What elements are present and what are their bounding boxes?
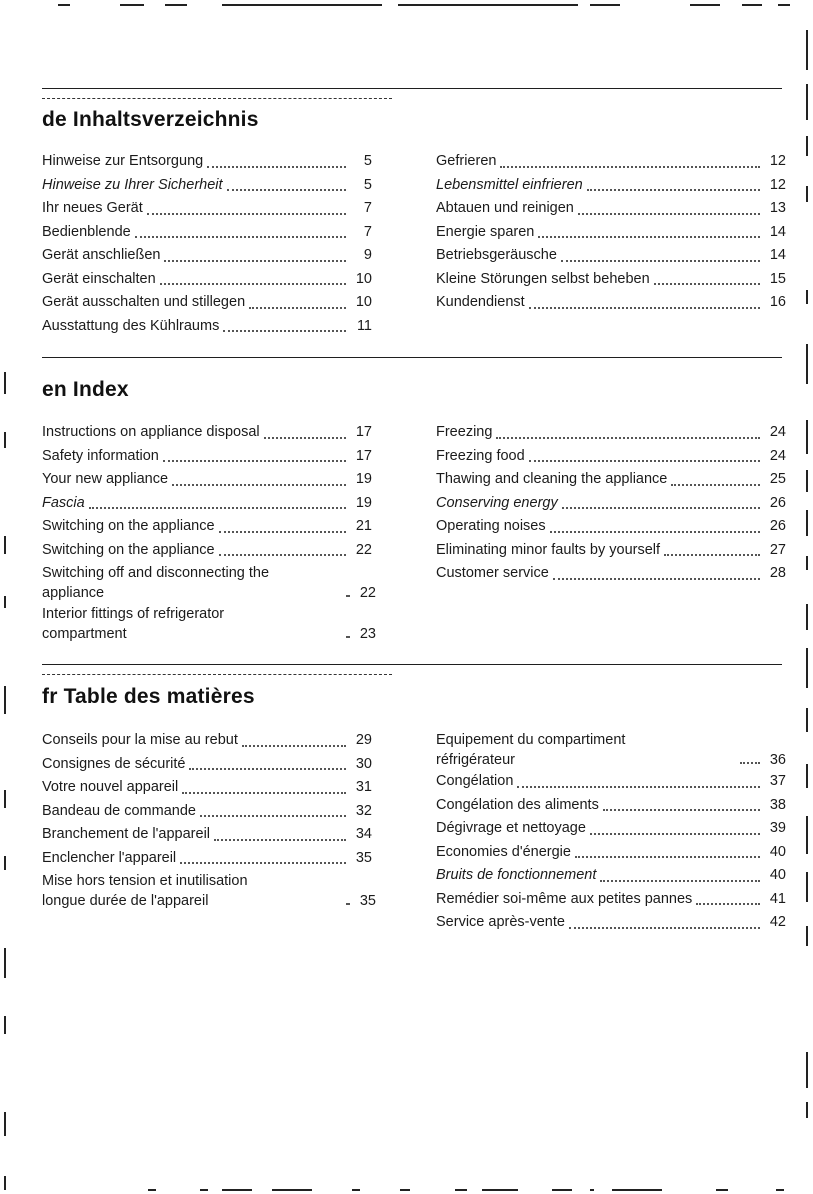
- language-code: de: [42, 108, 67, 131]
- toc-entry-title-line2: compartment: [42, 626, 127, 642]
- toc-entry: [436, 864, 786, 888]
- toc-entry-title: Abtauen und reinigen: [436, 200, 574, 216]
- toc-page-number: 34: [355, 826, 372, 842]
- toc-page-number: 25: [769, 471, 786, 487]
- toc-entry-title: Congélation: [436, 773, 514, 789]
- toc-page-number: 24: [769, 447, 786, 464]
- toc-entry-title: Thawing and cleaning the appliance: [436, 471, 668, 487]
- toc-page-number: 19: [355, 494, 372, 511]
- toc-entry: [436, 911, 786, 935]
- toc-leader-dots: [496, 437, 760, 439]
- toc-entry-title: Bedienblende: [42, 223, 131, 240]
- toc-leader-dots: [135, 236, 346, 238]
- toc-page-number: 10: [355, 294, 372, 310]
- toc-entry: [436, 492, 786, 516]
- toc-entry: [42, 729, 372, 753]
- toc-leader-dots: [569, 927, 760, 929]
- toc-leader-dots: [200, 815, 346, 817]
- toc-page-number: 40: [769, 843, 786, 860]
- toc-leader-dots: [249, 307, 346, 309]
- toc-entry-title-line2: réfrigérateur: [436, 752, 515, 768]
- toc-leader-dots: [346, 903, 350, 905]
- toc-entry: [42, 753, 372, 777]
- toc-entry-title: Gerät anschließen: [42, 247, 161, 263]
- toc-entry: [42, 847, 372, 871]
- toc-page-number: 7: [363, 200, 372, 216]
- toc-page-number: 11: [356, 317, 372, 334]
- toc-page-number: 7: [363, 223, 372, 240]
- toc-page-number: 15: [769, 270, 786, 287]
- toc-entry-title: Conserving energy: [436, 494, 558, 511]
- toc-entry: [42, 776, 372, 800]
- toc-page-number: 28: [769, 565, 786, 581]
- section-rule-de: [42, 88, 782, 89]
- toc-entry-title: Kundendienst: [436, 294, 525, 310]
- toc-entry-title: Dégivrage et nettoyage: [436, 820, 586, 836]
- toc-entry-title: Consignes de sécurité: [42, 755, 186, 772]
- toc-entry-title: Instructions on appliance disposal: [42, 424, 260, 440]
- toc-leader-dots: [182, 792, 346, 794]
- toc-entry: [436, 221, 786, 245]
- toc-entry: [42, 823, 372, 847]
- toc-leader-dots: [207, 166, 346, 168]
- toc-entry-title: Bandeau de commande: [42, 802, 196, 819]
- toc-leader-dots: [164, 260, 346, 262]
- toc-column-en-left: [42, 421, 376, 644]
- toc-entry: [436, 794, 786, 818]
- toc-page-number: 35: [355, 849, 372, 866]
- toc-leader-dots: [346, 595, 350, 597]
- toc-entry: [42, 150, 372, 174]
- toc-page-number: 37: [769, 773, 786, 789]
- toc-leader-dots: [538, 236, 760, 238]
- toc-entry-title-line1: Equipement du compartiment: [436, 732, 626, 748]
- toc-leader-dots: [587, 189, 760, 191]
- toc-entry-title: Ihr neues Gerät: [42, 200, 143, 216]
- section-heading-fr: [42, 685, 255, 709]
- toc-page-number: 17: [355, 424, 372, 440]
- toc-leader-dots: [89, 507, 346, 509]
- toc-entry-title-line1: Interior fittings of refrigerator: [42, 606, 225, 622]
- toc-entry: [436, 445, 786, 469]
- toc-leader-dots: [346, 636, 350, 638]
- toc-page-number: 31: [355, 779, 372, 795]
- toc-leader-dots: [529, 460, 760, 462]
- toc-leader-dots: [562, 507, 760, 509]
- toc-page-number: 5: [363, 176, 372, 193]
- toc-entry-title: Freezing food: [436, 447, 525, 464]
- toc-leader-dots: [227, 189, 346, 191]
- language-code: en: [42, 378, 67, 401]
- toc-leader-dots: [172, 484, 346, 486]
- toc-leader-dots: [223, 330, 346, 332]
- toc-entry-title-line1: Switching off and disconnecting the: [42, 565, 270, 581]
- toc-entry-title: Switching on the appliance: [42, 541, 215, 558]
- section-heading-text: Table des matières: [63, 685, 255, 708]
- toc-entry: [436, 174, 786, 198]
- section-heading-de: [42, 108, 259, 132]
- toc-page-number: 22: [359, 585, 376, 601]
- toc-entry-title-line2: longue durée de l'appareil: [42, 893, 209, 909]
- toc-entry: [436, 729, 786, 770]
- toc-page-number: 27: [769, 541, 786, 558]
- toc-page-number: 22: [355, 541, 372, 558]
- toc-page-number: 36: [769, 752, 786, 768]
- toc-page-number: 9: [363, 247, 372, 263]
- toc-entry: [42, 197, 372, 221]
- toc-entry-title: Gerät ausschalten und stillegen: [42, 294, 246, 310]
- toc-entry: [436, 770, 786, 794]
- toc-leader-dots: [671, 484, 760, 486]
- toc-leader-dots: [219, 531, 346, 533]
- toc-entry-title: [42, 871, 342, 911]
- toc-page-number: 41: [769, 890, 786, 907]
- toc-column-de-right: [436, 150, 786, 315]
- toc-page-number: 14: [769, 247, 786, 263]
- toc-page-number: 30: [355, 755, 372, 772]
- toc-page-number: 26: [769, 494, 786, 511]
- toc-entry-title: Economies d'énergie: [436, 843, 571, 860]
- section-heading-text: Inhaltsverzeichnis: [72, 108, 259, 131]
- toc-leader-dots: [214, 839, 346, 841]
- toc-entry: [436, 539, 786, 563]
- toc-entry: [42, 870, 376, 911]
- toc-entry-title: Freezing: [436, 424, 493, 440]
- toc-leader-dots: [654, 283, 760, 285]
- toc-entry-title: Service après-vente: [436, 914, 565, 930]
- toc-leader-dots: [590, 833, 760, 835]
- toc-leader-dots: [219, 554, 346, 556]
- toc-page-number: 35: [359, 893, 376, 909]
- toc-page-number: 16: [769, 294, 786, 310]
- toc-entry-title: [42, 563, 342, 603]
- toc-leader-dots: [180, 862, 346, 864]
- toc-entry: [42, 539, 372, 563]
- toc-entry-title-line1: Mise hors tension et inutilisation: [42, 873, 248, 889]
- toc-entry: [436, 562, 786, 586]
- toc-entry: [436, 841, 786, 865]
- toc-leader-dots: [264, 437, 346, 439]
- toc-entry-title: Ausstattung des Kühlraums: [42, 317, 220, 334]
- toc-column-fr-left: [42, 729, 376, 911]
- toc-entry: [42, 515, 372, 539]
- toc-entry-title: Operating noises: [436, 518, 546, 534]
- toc-entry-title: Energie sparen: [436, 223, 535, 240]
- toc-page-number: 21: [355, 518, 372, 534]
- toc-page-number: 13: [769, 200, 786, 216]
- toc-page-number: 17: [355, 447, 372, 464]
- toc-entry: [42, 268, 372, 292]
- toc-entry-title: Eliminating minor faults by yourself: [436, 541, 661, 558]
- toc-entry-title: [42, 604, 342, 644]
- scan-edge-top: [0, 4, 813, 6]
- toc-leader-dots: [163, 460, 346, 462]
- toc-page-number: 24: [769, 424, 786, 440]
- toc-entry: [42, 468, 372, 492]
- toc-page-number: 40: [769, 867, 786, 883]
- toc-leader-dots: [147, 213, 346, 215]
- toc-entry: [42, 562, 376, 603]
- toc-page-number: 29: [355, 732, 372, 748]
- toc-entry: [436, 150, 786, 174]
- toc-entry: [436, 817, 786, 841]
- toc-page-number: 12: [769, 153, 786, 169]
- toc-entry-title: Safety information: [42, 447, 159, 464]
- toc-entry: [42, 603, 376, 644]
- toc-entry-title: Fascia: [42, 494, 85, 511]
- toc-page-number: 42: [769, 914, 786, 930]
- toc-entry-title: Hinweise zu Ihrer Sicherheit: [42, 176, 223, 193]
- scan-edge-left: [4, 0, 6, 1194]
- toc-column-fr-right: [436, 729, 786, 935]
- toc-entry: [436, 421, 786, 445]
- toc-leader-dots: [696, 903, 760, 905]
- toc-entry: [42, 800, 372, 824]
- toc-page-number: 26: [769, 518, 786, 534]
- toc-leader-dots: [664, 554, 760, 556]
- scan-edge-bottom: [0, 1189, 813, 1191]
- toc-leader-dots: [740, 762, 760, 764]
- toc-entry-title: Bruits de fonctionnement: [436, 867, 597, 883]
- toc-leader-dots: [189, 768, 346, 770]
- toc-leader-dots: [603, 809, 760, 811]
- toc-entry-title: Votre nouvel appareil: [42, 779, 179, 795]
- toc-entry-title: Switching on the appliance: [42, 518, 215, 534]
- toc-leader-dots: [517, 786, 760, 788]
- toc-leader-dots: [600, 880, 760, 882]
- toc-entry-title: Branchement de l'appareil: [42, 826, 211, 842]
- toc-entry-title: [436, 730, 736, 770]
- toc-leader-dots: [242, 745, 346, 747]
- toc-page-number: 12: [769, 176, 786, 193]
- toc-page-number: 14: [769, 223, 786, 240]
- toc-entry-title: Your new appliance: [42, 471, 169, 487]
- section-heading-en: [42, 378, 129, 402]
- toc-entry-title: Gerät einschalten: [42, 270, 156, 287]
- toc-entry: [436, 244, 786, 268]
- toc-entry: [436, 268, 786, 292]
- toc-page-number: 10: [355, 270, 372, 287]
- toc-page-number: 39: [769, 820, 786, 836]
- toc-page-number: 23: [359, 626, 376, 642]
- toc-entry: [436, 515, 786, 539]
- language-code: fr: [42, 685, 58, 708]
- section-heading-text: Index: [72, 378, 129, 401]
- toc-entry: [42, 221, 372, 245]
- toc-entry-title: Hinweise zur Entsorgung: [42, 153, 204, 169]
- toc-leader-dots: [578, 213, 760, 215]
- toc-entry-title: Enclencher l'appareil: [42, 849, 177, 866]
- toc-entry: [436, 468, 786, 492]
- section-rule-de-dashed: [42, 98, 392, 99]
- scan-edge-right: [806, 0, 808, 1194]
- toc-entry-title: Gefrieren: [436, 153, 497, 169]
- toc-page-number: 5: [363, 153, 372, 169]
- toc-entry-title: Kleine Störungen selbst beheben: [436, 270, 650, 287]
- toc-entry: [436, 291, 786, 315]
- toc-entry-title: Remédier soi-même aux petites pannes: [436, 890, 693, 907]
- toc-entry: [42, 291, 372, 315]
- toc-entry: [42, 445, 372, 469]
- section-rule-fr-dashed: [42, 674, 392, 675]
- toc-entry: [42, 315, 372, 339]
- toc-page-number: 38: [769, 796, 786, 813]
- toc-entry: [42, 492, 372, 516]
- toc-leader-dots: [529, 307, 760, 309]
- toc-entry: [42, 174, 372, 198]
- toc-entry: [42, 244, 372, 268]
- toc-leader-dots: [550, 531, 760, 533]
- toc-leader-dots: [553, 578, 760, 580]
- toc-entry-title: Conseils pour la mise au rebut: [42, 732, 238, 748]
- toc-page-number: 32: [355, 802, 372, 819]
- toc-leader-dots: [561, 260, 760, 262]
- toc-entry-title-line2: appliance: [42, 585, 105, 601]
- toc-leader-dots: [575, 856, 760, 858]
- toc-entry: [42, 421, 372, 445]
- toc-entry-title: Customer service: [436, 565, 549, 581]
- toc-entry-title: Betriebsgeräusche: [436, 247, 557, 263]
- toc-entry-title: Congélation des aliments: [436, 796, 599, 813]
- toc-column-de-left: [42, 150, 372, 338]
- toc-entry: [436, 888, 786, 912]
- section-rule-fr: [42, 664, 782, 665]
- toc-column-en-right: [436, 421, 786, 586]
- toc-entry: [436, 197, 786, 221]
- toc-entry-title: Lebensmittel einfrieren: [436, 176, 583, 193]
- toc-leader-dots: [160, 283, 346, 285]
- toc-leader-dots: [500, 166, 760, 168]
- toc-page-number: 19: [355, 471, 372, 487]
- section-rule-en: [42, 357, 782, 358]
